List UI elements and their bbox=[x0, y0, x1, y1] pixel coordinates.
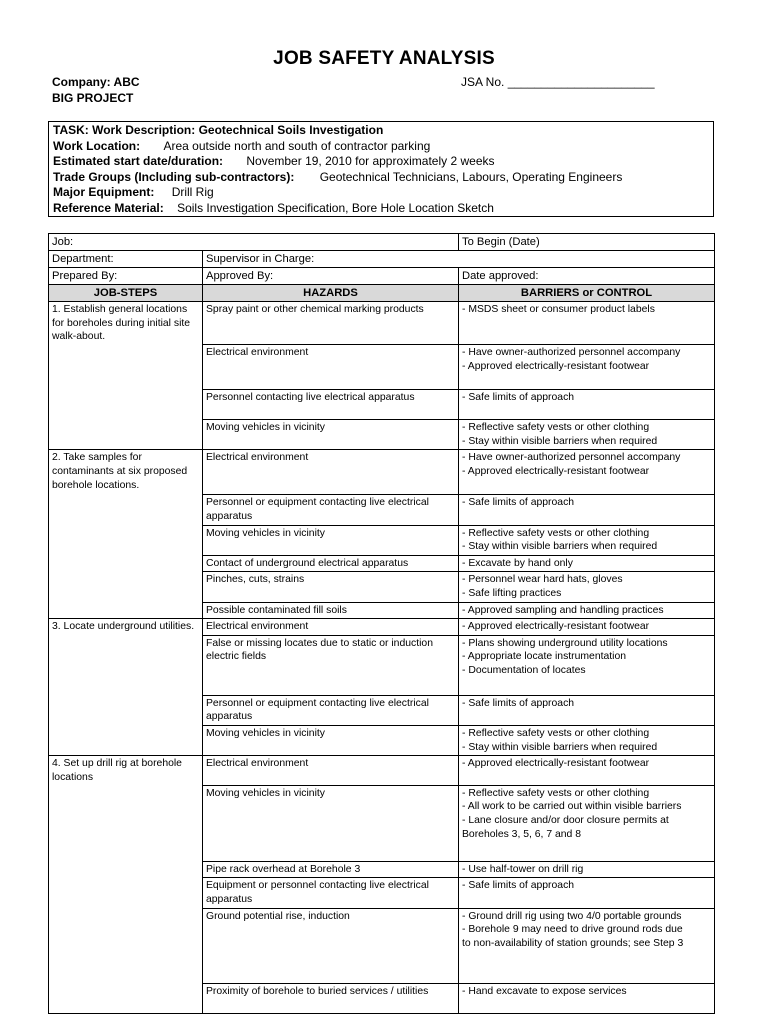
table-row bbox=[49, 390, 715, 420]
hazard-text: Ground potential rise, induction bbox=[206, 910, 350, 922]
hazard-text: Personnel or equipment contacting live electrical apparatus bbox=[206, 697, 429, 723]
table-row bbox=[49, 420, 715, 450]
table-row bbox=[49, 450, 715, 495]
hazard-cell bbox=[203, 983, 459, 1013]
table-row bbox=[49, 619, 715, 636]
hazard-cell bbox=[203, 619, 459, 636]
hazard-cell bbox=[203, 878, 459, 908]
table-row bbox=[49, 983, 715, 1013]
hazard-text: Pinches, cuts, strains bbox=[206, 574, 305, 586]
hazard-text: Equipment or personnel contacting live electrical apparatus bbox=[206, 880, 429, 906]
hazard-text: Personnel or equipment contacting live electrical apparatus bbox=[206, 497, 429, 523]
to-begin-field: To Begin (Date) bbox=[459, 234, 715, 251]
job-step-cell bbox=[49, 302, 203, 345]
control-text: - Personnel wear hard hats, gloves bbox=[462, 574, 623, 586]
table-row bbox=[49, 695, 715, 725]
control-text: - Excavate by hand only bbox=[462, 557, 573, 569]
control-cell bbox=[459, 695, 715, 725]
major-equipment-value: Drill Rig bbox=[171, 185, 214, 200]
table-row bbox=[49, 635, 715, 695]
table-row bbox=[49, 602, 715, 619]
hazard-cell bbox=[203, 495, 459, 525]
hazard-text: Personnel contacting live electrical apparatus bbox=[206, 392, 415, 404]
control-text: - Reflective safety vests or other clothing bbox=[462, 527, 650, 539]
table-row bbox=[49, 908, 715, 983]
control-text: - Have owner-authorized personnel accompany bbox=[462, 347, 681, 359]
control-cell bbox=[459, 420, 715, 450]
job-step-label: 2. Take samples for contaminants at six proposed borehole locations. bbox=[52, 452, 188, 491]
prepared-by-field: Prepared By: bbox=[49, 268, 203, 285]
control-text: - Reflective safety vests or other clothing bbox=[462, 728, 650, 739]
task-description: TASK: Work Description: Geotechnical Soils Investigation bbox=[53, 123, 384, 137]
control-text: - Safe limits of approach bbox=[462, 497, 575, 509]
control-cell bbox=[459, 390, 715, 420]
job-step-cell bbox=[49, 983, 203, 1013]
jsa-number: JSA No. ______________________ bbox=[461, 75, 655, 89]
job-step-cell bbox=[49, 878, 203, 908]
job-step-cell bbox=[49, 619, 203, 636]
prepared-row bbox=[49, 268, 715, 285]
job-step-cell bbox=[49, 861, 203, 878]
hazard-cell bbox=[203, 302, 459, 345]
job-step-cell bbox=[49, 555, 203, 572]
control-text: - Plans showing underground utility locations bbox=[462, 637, 668, 649]
start-date-value: November 19, 2010 for approximately 2 weeks bbox=[246, 154, 495, 169]
trade-groups-value: Geotechnical Technicians, Labours, Operating Engineers bbox=[319, 169, 623, 184]
hazard-cell bbox=[203, 525, 459, 555]
job-step-cell bbox=[49, 785, 203, 861]
table-row bbox=[49, 345, 715, 390]
hazard-cell bbox=[203, 861, 459, 878]
control-text: - Appropriate locate instrumentation bbox=[462, 651, 627, 663]
table-row bbox=[49, 495, 715, 525]
table-row bbox=[49, 525, 715, 555]
control-text: - Ground drill rig using two 4/0 portable grounds bbox=[462, 910, 682, 922]
start-date-label: Estimated start date/duration: bbox=[53, 154, 224, 169]
hazard-text: Moving vehicles in vicinity bbox=[206, 422, 325, 434]
job-step-cell bbox=[49, 908, 203, 983]
control-text: - Approved electrically-resistant footwear bbox=[462, 758, 650, 770]
control-text: - Stay within visible barriers when required bbox=[462, 541, 658, 553]
job-step-cell bbox=[49, 450, 203, 495]
control-cell bbox=[459, 450, 715, 495]
department-row bbox=[49, 251, 715, 268]
hazard-text: Possible contaminated fill soils bbox=[206, 604, 347, 616]
hazard-cell bbox=[203, 785, 459, 861]
control-cell bbox=[459, 619, 715, 636]
table-row bbox=[49, 785, 715, 861]
supervisor-field: Supervisor in Charge: bbox=[203, 251, 715, 268]
hazard-text: Moving vehicles in vicinity bbox=[206, 787, 325, 799]
table-row bbox=[49, 756, 715, 786]
control-text: - Safe limits of approach bbox=[462, 392, 575, 404]
control-text: - Use half-tower on drill rig bbox=[462, 863, 584, 875]
control-text: - Approved electrically-resistant footwear bbox=[462, 466, 650, 478]
control-cell bbox=[459, 635, 715, 695]
control-cell bbox=[459, 602, 715, 619]
control-cell bbox=[459, 726, 715, 756]
project-name: BIG PROJECT bbox=[52, 91, 134, 105]
work-location-label: Work Location: bbox=[53, 138, 141, 153]
control-cell bbox=[459, 555, 715, 572]
control-text: - Approved electrically-resistant footwear bbox=[462, 621, 650, 633]
hazard-text: Contact of underground electrical apparatus bbox=[206, 557, 409, 569]
job-step-cell bbox=[49, 602, 203, 619]
job-step-label: 4. Set up drill rig at borehole locations bbox=[52, 758, 182, 783]
control-text: - Documentation of locates bbox=[462, 665, 586, 676]
job-step-cell bbox=[49, 525, 203, 555]
control-text: - Hand excavate to expose services bbox=[462, 985, 627, 997]
hazard-text: Electrical environment bbox=[206, 452, 309, 464]
job-field: Job: bbox=[49, 234, 459, 251]
job-step-label: 3. Locate underground utilities. bbox=[52, 621, 195, 633]
job-step-cell bbox=[49, 695, 203, 725]
control-cell bbox=[459, 756, 715, 786]
table-row bbox=[49, 302, 715, 345]
table-row bbox=[49, 572, 715, 602]
control-text: - Approved sampling and handling practices bbox=[462, 604, 664, 616]
job-step-cell bbox=[49, 726, 203, 756]
hazard-text: Moving vehicles in vicinity bbox=[206, 728, 325, 739]
control-text: - Reflective safety vests or other clothing bbox=[462, 422, 650, 434]
table-row bbox=[49, 555, 715, 572]
table-row bbox=[49, 861, 715, 878]
control-text: - Reflective safety vests or other clothing bbox=[462, 787, 650, 799]
hazard-cell bbox=[203, 345, 459, 390]
job-step-cell bbox=[49, 495, 203, 525]
hazard-cell bbox=[203, 450, 459, 495]
page-title: JOB SAFETY ANALYSIS bbox=[273, 48, 495, 69]
control-text: - Stay within visible barriers when required bbox=[462, 435, 658, 447]
task-box bbox=[48, 121, 714, 217]
hazard-cell bbox=[203, 756, 459, 786]
control-text: to non-availability of station grounds; see Step 3 bbox=[462, 937, 684, 949]
control-text: - Stay within visible barriers when required bbox=[462, 741, 658, 753]
hazard-text: Electrical environment bbox=[206, 621, 309, 633]
job-step-label: 1. Establish general locations for boreholes during initial site walk-about. bbox=[52, 304, 191, 343]
table-row bbox=[49, 878, 715, 908]
control-cell bbox=[459, 861, 715, 878]
control-text: - Safe lifting practices bbox=[462, 588, 562, 600]
hazard-cell bbox=[203, 635, 459, 695]
job-row bbox=[49, 234, 715, 251]
trade-groups-label: Trade Groups (Including sub-contractors): bbox=[53, 169, 295, 184]
job-step-cell bbox=[49, 572, 203, 602]
control-text: - Safe limits of approach bbox=[462, 697, 575, 709]
work-location-value: Area outside north and south of contractor parking bbox=[163, 138, 431, 153]
control-text: - MSDS sheet or consumer product labels bbox=[462, 304, 655, 315]
control-text: - Approved electrically-resistant footwear bbox=[462, 360, 650, 372]
hazard-text: Electrical environment bbox=[206, 347, 309, 359]
hazard-text: Pipe rack overhead at Borehole 3 bbox=[206, 863, 361, 875]
hazard-cell bbox=[203, 695, 459, 725]
reference-material-value: Soils Investigation Specification, Bore Hole Location Sketch bbox=[177, 200, 494, 215]
control-cell bbox=[459, 525, 715, 555]
table-row bbox=[49, 726, 715, 756]
column-header-controls: BARRIERS or CONTROL bbox=[459, 285, 715, 302]
control-text: - Have owner-authorized personnel accompany bbox=[462, 452, 681, 464]
job-step-cell bbox=[49, 390, 203, 420]
column-header-steps: JOB-STEPS bbox=[49, 285, 203, 302]
department-field: Department: bbox=[49, 251, 203, 268]
hazard-cell bbox=[203, 726, 459, 756]
reference-material-label: Reference Material: bbox=[53, 200, 164, 215]
column-header-row bbox=[49, 285, 715, 302]
jsa-table bbox=[48, 233, 715, 1014]
control-text: Boreholes 3, 5, 6, 7 and 8 bbox=[462, 828, 582, 840]
control-cell bbox=[459, 572, 715, 602]
company-name: Company: ABC bbox=[52, 75, 140, 89]
column-header-hazards: HAZARDS bbox=[203, 285, 459, 302]
control-cell bbox=[459, 878, 715, 908]
hazard-text: Moving vehicles in vicinity bbox=[206, 527, 325, 539]
approved-by-field: Approved By: bbox=[203, 268, 459, 285]
hazard-text: Electrical environment bbox=[206, 758, 309, 770]
control-text: - Borehole 9 may need to drive ground rods due bbox=[462, 924, 683, 936]
hazard-cell bbox=[203, 908, 459, 983]
control-cell bbox=[459, 908, 715, 983]
hazard-text: Proximity of borehole to buried services / utilities bbox=[206, 985, 429, 997]
hazard-text: Spray paint or other chemical marking products bbox=[206, 304, 424, 315]
control-cell bbox=[459, 785, 715, 861]
control-cell bbox=[459, 983, 715, 1013]
hazard-cell bbox=[203, 420, 459, 450]
hazard-cell bbox=[203, 555, 459, 572]
control-text: - All work to be carried out within visible barriers bbox=[462, 801, 682, 813]
control-cell bbox=[459, 345, 715, 390]
control-text: - Lane closure and/or door closure permits at bbox=[462, 815, 669, 827]
control-cell bbox=[459, 302, 715, 345]
hazard-cell bbox=[203, 602, 459, 619]
job-step-cell bbox=[49, 635, 203, 695]
date-approved-field: Date approved: bbox=[459, 268, 715, 285]
job-step-cell bbox=[49, 756, 203, 786]
hazard-cell bbox=[203, 572, 459, 602]
job-step-cell bbox=[49, 345, 203, 390]
control-cell bbox=[459, 495, 715, 525]
control-text: - Safe limits of approach bbox=[462, 880, 575, 892]
job-step-cell bbox=[49, 420, 203, 450]
hazard-text: False or missing locates due to static or induction electric fields bbox=[206, 637, 433, 663]
major-equipment-label: Major Equipment: bbox=[53, 185, 155, 200]
hazard-cell bbox=[203, 390, 459, 420]
